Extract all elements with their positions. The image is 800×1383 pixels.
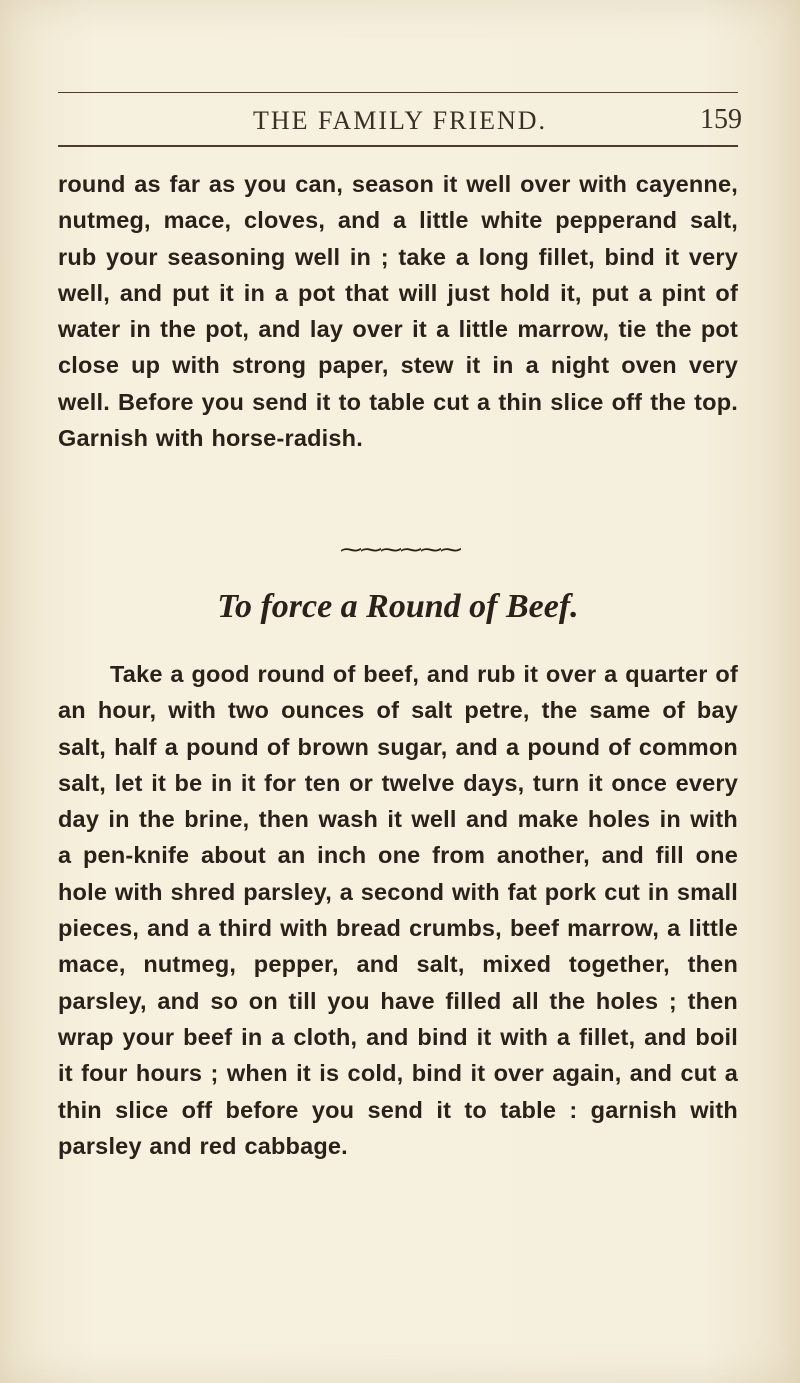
continued-paragraph: round as far as you can, season it well over with cayenne, nutmeg, mace, cloves, and a little white pepperand salt, rub your seasoning well in ; take a long fillet, bind it very well, and put it in a pot that will just hold it, put a pint of water in the pot, and lay over it a little marrow, tie the pot close up with strong paper, stew it in a night oven very well. Before you send it to table cut a thin slice off the top. Garnish with horse-radish. [58,171,738,452]
header-rule-top [58,92,738,93]
page-number: 159 [700,104,742,135]
running-head: THE FAMILY FRIEND. [252,106,548,135]
recipe-paragraph: Take a good round of beef, and rub it over a quarter of an hour, with two ounces of salt petre, the same of bay salt, half a pound of brown sugar, and a pound of common salt, let it be in it for ten or twelve days, turn it once every day in the brine, then wash it well and make holes in with a pen-knife about an inch one from another, and fill one hole with shred parsley, a second with fat pork cut in small pieces, and a third with bread crumbs, beef marrow, a little mace, nutmeg, pepper, and salt, mixed together, then parsley, and so on till you have filled all the holes ; then wrap your beef in a cloth, and bind it with a fillet, and boil it four hours ; when it is cold, bind it over again, and cut a thin slice off before you send it to table : garnish with parsley and red cabbage. [58,661,738,1159]
section-ornament: ⁓⁓⁓⁓⁓⁓ [340,537,460,562]
header-rule-bottom [58,145,738,147]
section-title: To force a Round of Beef. [217,588,579,625]
